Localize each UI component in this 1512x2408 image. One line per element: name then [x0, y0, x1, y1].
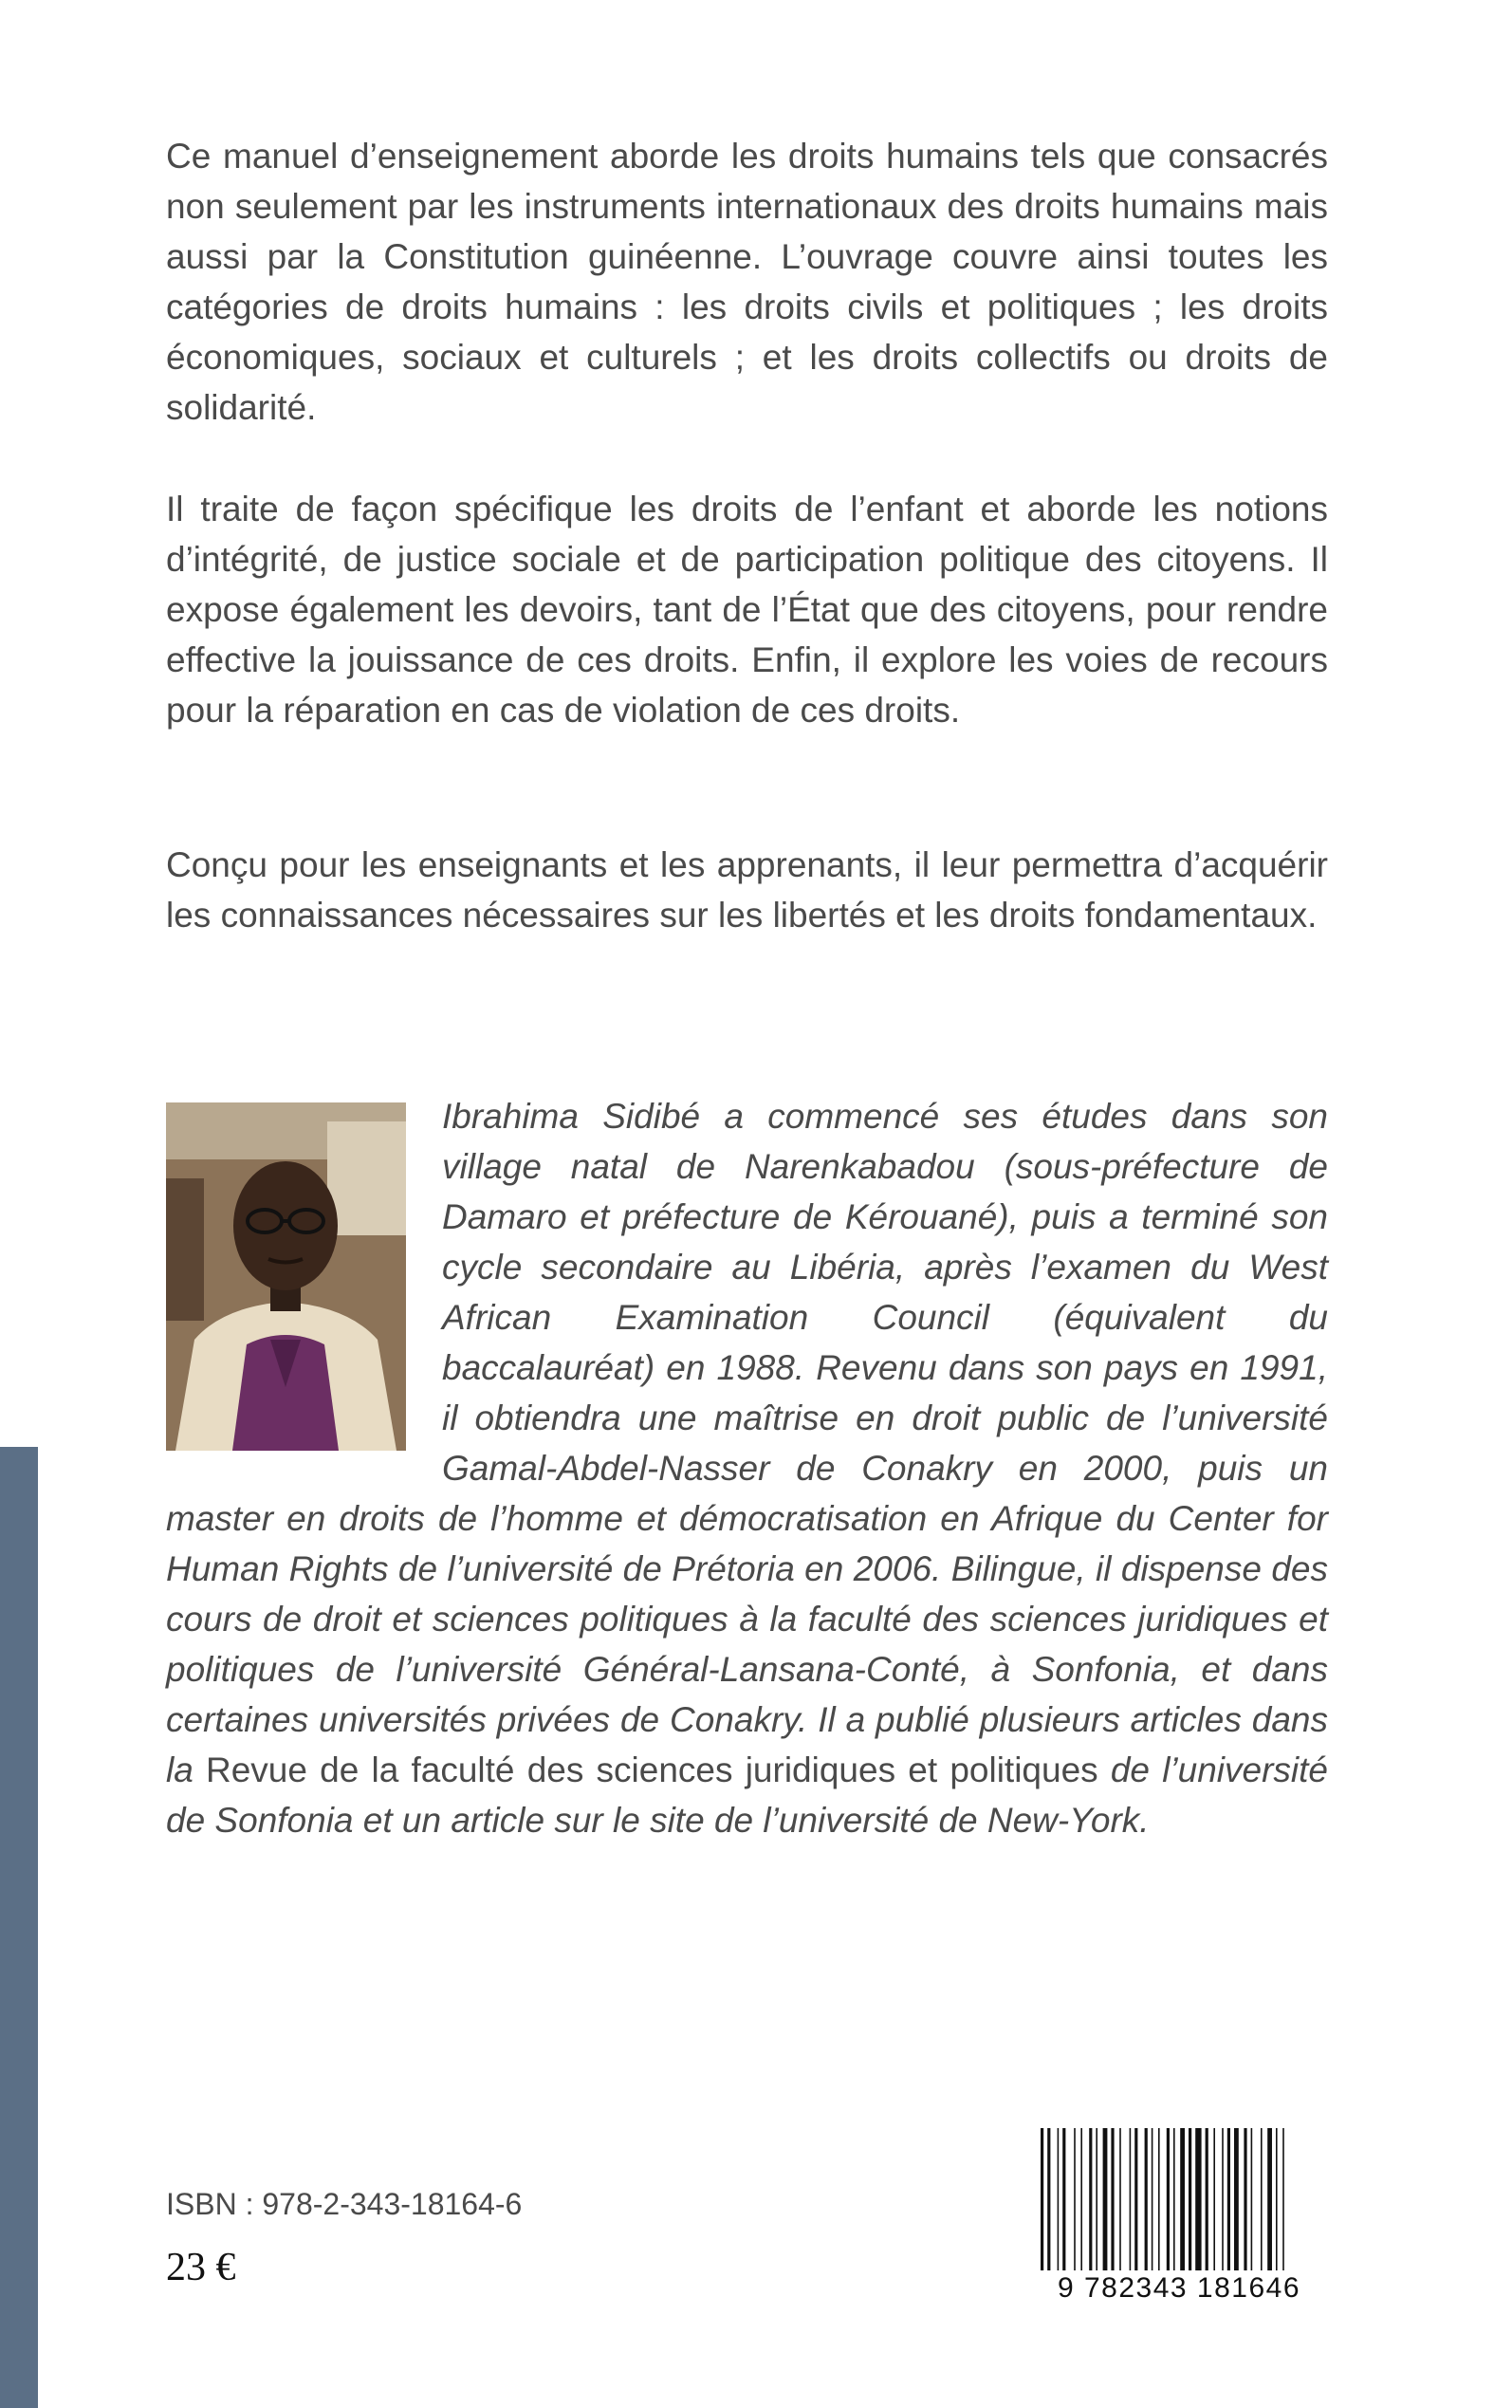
- barcode-bar: [1251, 2128, 1253, 2270]
- side-color-bar: [0, 1447, 38, 2408]
- barcode-bar: [1213, 2128, 1215, 2270]
- barcode-bar: [1189, 2128, 1191, 2270]
- barcode-bar: [1195, 2128, 1201, 2270]
- barcode-bar: [1261, 2128, 1263, 2270]
- barcode-bar: [1103, 2128, 1108, 2270]
- barcode-bar: [1058, 2128, 1060, 2270]
- barcode-bar: [1158, 2128, 1160, 2270]
- barcode-bar: [1074, 2128, 1076, 2270]
- barcode-bar: [1145, 2128, 1148, 2270]
- isbn-label: ISBN : 978-2-343-18164-6: [166, 2187, 523, 2221]
- description-paragraph-1: Ce manuel d’enseignement aborde les droits humains tels que consacrés non seulement par les instruments internationaux des droits humains mais aussi par la Constitution guinéenne. L’ouvrage couvre ainsi toutes les catégories de droits humains : les droits civils et politiques ; les droits économiques, sociaux et culturels ; et les droits collectifs ou droits de solidarité.: [166, 137, 1328, 427]
- barcode-bar: [1234, 2128, 1239, 2270]
- barcode-bar: [1152, 2128, 1153, 2270]
- barcode-bar: [1062, 2128, 1065, 2270]
- barcode-bar: [1227, 2128, 1230, 2270]
- barcode-bar: [1134, 2128, 1137, 2270]
- author-bio-text: a commencé ses études dans son village natal de Narenkabadou (sous-préfecture de Damaro et préfecture de Kérouané), puis a terminé son cycle secondaire au Libéria, après l’examen du West African Examination Council (équivalent du baccalauréat) en 1988. Revenu dans son pays en 1991, il obtiendra une maîtrise en droit public de l’université Gamal-Abdel-Nasser de Conakry en 2000, puis un master en droits de l’homme et démocratisation en Afrique du Center for Human Rights de l’université de Prétoria en 2006. Bilingue, il dispense des cours de droit et sciences politiques à la faculté des sciences juridiques et politiques de l’université Général-Lansana-Conté, à Sonfonia, et dans certaines universités privées de Conakry. Il a publié plusieurs articles dans la: [166, 1097, 1328, 1789]
- author-name: Ibrahima Sidibé: [442, 1097, 701, 1136]
- barcode-bar: [1222, 2128, 1224, 2270]
- barcode-bar: [1180, 2128, 1185, 2270]
- barcode-bar: [1111, 2128, 1114, 2270]
- barcode-bar: [1096, 2128, 1097, 2270]
- journal-title: Revue de la faculté des sciences juridiques et politiques: [206, 1750, 1098, 1789]
- barcode-bar: [1206, 2128, 1208, 2270]
- barcode-bar: [1089, 2128, 1092, 2270]
- barcode-bar: [1173, 2128, 1175, 2270]
- barcode-bar: [1276, 2128, 1278, 2270]
- barcode-bar: [1041, 2128, 1043, 2270]
- barcode-digits: 9 782343 181646: [1057, 2272, 1301, 2304]
- author-photo: [166, 1102, 406, 1451]
- author-bio-ending: de l’université de Sonfonia et un article sur le site de l’université de New-York.: [166, 1750, 1328, 1840]
- author-biography: [166, 1091, 1328, 1845]
- barcode-bar: [1282, 2128, 1284, 2270]
- price-label: 23 €: [166, 2246, 236, 2289]
- barcode-bar: [1167, 2128, 1170, 2270]
- barcode-bar: [1267, 2128, 1272, 2270]
- barcode-bar: [1080, 2128, 1082, 2270]
- description-paragraph-3: Conçu pour les enseignants et les apprenants, il leur permettra d’acquérir les connaissances nécessaires sur les libertés et les droits fondamentaux.: [166, 845, 1328, 935]
- barcode-bar: [1244, 2128, 1246, 2270]
- barcode-bar: [1119, 2128, 1121, 2270]
- description-paragraph-2: Il traite de façon spécifique les droits de l’enfant et aborde les notions d’intégrité, de justice sociale et de participation politique des citoyens. Il expose également les devoirs, tant de l’État que des citoyens, pour rendre effective la jouissance de ces droits. Enfin, il explore les voies de recours pour la réparation en cas de violation de ces droits.: [166, 490, 1328, 730]
- barcode-bar: [1130, 2128, 1132, 2270]
- barcode-bar: [1047, 2128, 1050, 2270]
